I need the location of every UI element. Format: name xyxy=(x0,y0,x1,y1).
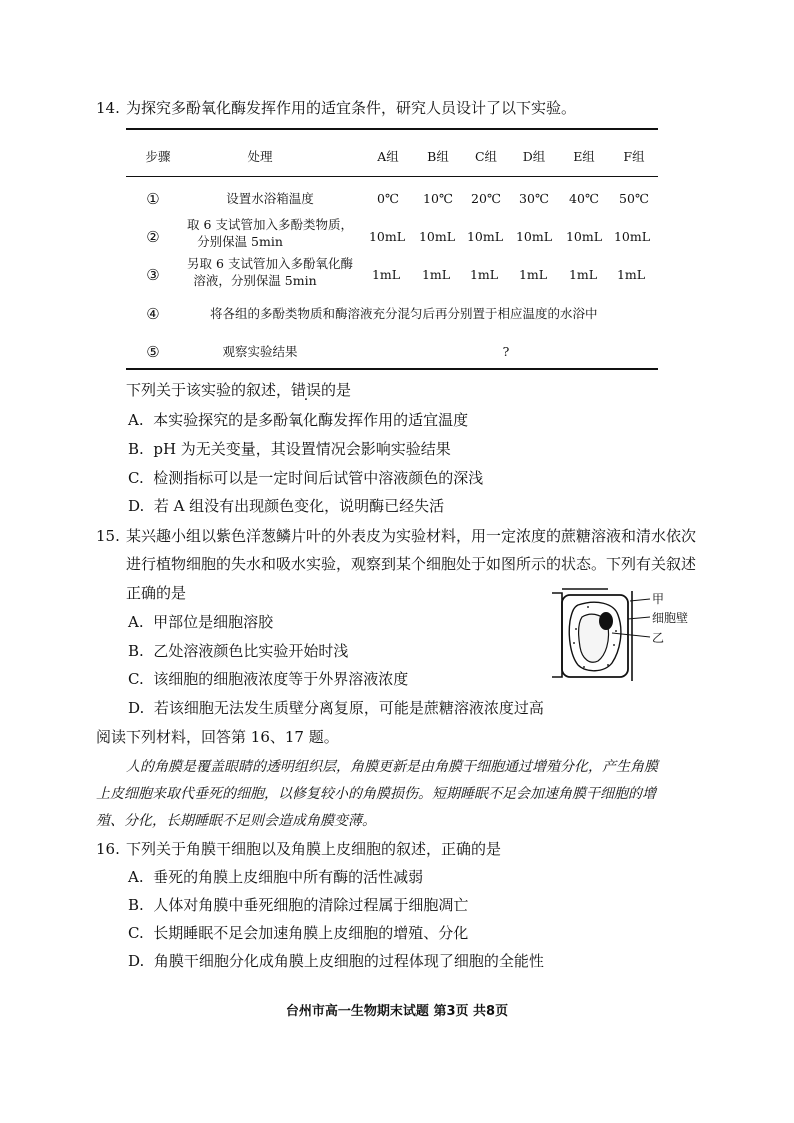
row5-step: ⑤ xyxy=(146,343,160,361)
row3-process-line1: 另取 6 支试管加入多酚氧化酶 xyxy=(187,256,353,271)
table-bottom-rule xyxy=(126,368,658,370)
q14-option-a[interactable]: A. 本实验探究的是多酚氧化酶发挥作用的适宜温度 xyxy=(128,411,469,429)
q15-option-d[interactable]: D. 若该细胞无法发生质壁分离复原，可能是蔗糖溶液浓度过高 xyxy=(128,699,544,717)
reading-passage-line1: 人的角膜是覆盖眼睛的透明组织层，角膜更新是由角膜干细胞通过增殖分化，产生角膜 xyxy=(126,759,658,775)
reading-passage-line3: 殖、分化，长期睡眠不足则会造成角膜变薄。 xyxy=(96,813,376,829)
row3-b: 1mL xyxy=(421,267,451,282)
q14-option-b[interactable]: B. pH 为无关变量，其设置情况会影响实验结果 xyxy=(128,440,451,458)
q16-stem: 下列关于角膜干细胞以及角膜上皮细胞的叙述，正确的是 xyxy=(126,840,502,858)
q15-stem-line1: 某兴趣小组以紫色洋葱鳞片叶的外表皮为实验材料，用一定浓度的蔗糖溶液和清水依次 xyxy=(126,527,697,545)
row2-e: 10mL xyxy=(565,229,603,244)
q14-lead: 下列关于该实验的叙述，错误的是 xyxy=(126,381,352,399)
row1-d: 30℃ xyxy=(519,191,549,206)
q16-option-d[interactable]: D. 角膜干细胞分化成角膜上皮细胞的过程体现了细胞的全能性 xyxy=(128,952,544,970)
table-header-a: A组 xyxy=(377,149,399,164)
row3-e: 1mL xyxy=(568,267,598,282)
table-header-f: F组 xyxy=(623,149,645,164)
q14-number: 14. xyxy=(96,99,120,117)
q16-option-b[interactable]: B. 人体对角膜中垂死细胞的清除过程属于细胞凋亡 xyxy=(128,896,469,914)
row1-process: 设置水浴箱温度 xyxy=(226,191,314,206)
row3-c: 1mL xyxy=(469,267,499,282)
q16-option-c[interactable]: C. 长期睡眠不足会加速角膜上皮细胞的增殖、分化 xyxy=(128,924,469,942)
q15-option-a[interactable]: A. 甲部位是细胞溶胶 xyxy=(128,613,274,631)
q14-lead-emphasis: 错误 xyxy=(291,381,322,399)
label-cell-wall: 细胞壁 xyxy=(652,611,689,625)
leader-yi xyxy=(612,633,650,637)
row2-process-line1: 取 6 支试管加入多酚类物质， xyxy=(187,217,353,232)
row2-f: 10mL xyxy=(613,229,651,244)
row1-b: 10℃ xyxy=(423,191,453,206)
nucleus xyxy=(599,612,613,630)
row4-process: 将各组的多酚类物质和酶溶液充分混匀后再分别置于相应温度的水浴中 xyxy=(210,306,598,321)
plasmolysis-cell-diagram xyxy=(548,585,694,685)
q15-option-c[interactable]: C. 该细胞的细胞液浓度等于外界溶液浓度 xyxy=(128,670,409,688)
row2-a: 10mL xyxy=(368,229,406,244)
table-top-rule xyxy=(126,128,658,130)
row2-d: 10mL xyxy=(515,229,553,244)
row3-step: ③ xyxy=(146,266,160,284)
reading-intro: 阅读下列材料，回答第 16、17 题。 xyxy=(96,728,339,746)
row2-step: ② xyxy=(146,228,160,246)
row1-c: 20℃ xyxy=(471,191,501,206)
q15-option-b[interactable]: B. 乙处溶液颜色比实验开始时浅 xyxy=(128,642,349,660)
page-footer: 台州市高一生物期末试题 第3页 共8页 xyxy=(285,1004,509,1019)
q14-option-d[interactable]: D. 若 A 组没有出现颜色变化，说明酶已经失活 xyxy=(128,497,445,515)
row1-a: 0℃ xyxy=(377,191,399,206)
row2-b: 10mL xyxy=(418,229,456,244)
label-yi: 乙 xyxy=(652,631,665,645)
row3-d: 1mL xyxy=(518,267,548,282)
leader-jia xyxy=(630,599,650,601)
reading-passage-line2: 上皮细胞来取代垂死的细胞，以修复较小的角膜损伤。短期睡眠不足会加速角膜干细胞的增 xyxy=(96,786,656,802)
q15-number: 15. xyxy=(96,527,120,545)
table-header-c: C组 xyxy=(474,149,498,164)
table-header-e: E组 xyxy=(573,149,595,164)
cell-diagram-svg xyxy=(548,585,694,685)
row5-process: 观察实验结果 xyxy=(222,344,298,359)
row3-process-line2: 溶液，分别保温 5min xyxy=(193,273,317,288)
row4-step: ④ xyxy=(146,305,160,323)
row5-result: ? xyxy=(502,344,510,359)
adjacent-cell-wall-left xyxy=(552,593,562,677)
q14-option-c[interactable]: C. 检测指标可以是一定时间后试管中溶液颜色的深浅 xyxy=(128,469,484,487)
row1-f: 50℃ xyxy=(619,191,649,206)
row3-a: 1mL xyxy=(371,267,401,282)
row3-f: 1mL xyxy=(616,267,646,282)
row2-c: 10mL xyxy=(466,229,504,244)
row2-process-line2: 分别保温 5min xyxy=(197,234,283,249)
q15-stem-line3: 正确的是 xyxy=(126,584,187,602)
label-jia: 甲 xyxy=(652,592,665,606)
q15-stem-line2: 进行植物细胞的失水和吸水实验，观察到某个细胞处于如图所示的状态。下列有关叙述 xyxy=(126,555,697,573)
table-header-d: D组 xyxy=(522,149,546,164)
table-header-b: B组 xyxy=(427,149,449,164)
row1-step: ① xyxy=(146,190,160,208)
table-header-step: 步骤 xyxy=(145,149,171,164)
q14-stem: 为探究多酚氧化酶发挥作用的适宜条件，研究人员设计了以下实验。 xyxy=(126,99,577,117)
q16-number: 16. xyxy=(96,840,120,858)
table-header-process: 处理 xyxy=(247,149,273,164)
row1-e: 40℃ xyxy=(569,191,599,206)
table-header-rule xyxy=(126,176,658,177)
q16-option-a[interactable]: A. 垂死的角膜上皮细胞中所有酶的活性减弱 xyxy=(128,868,424,886)
